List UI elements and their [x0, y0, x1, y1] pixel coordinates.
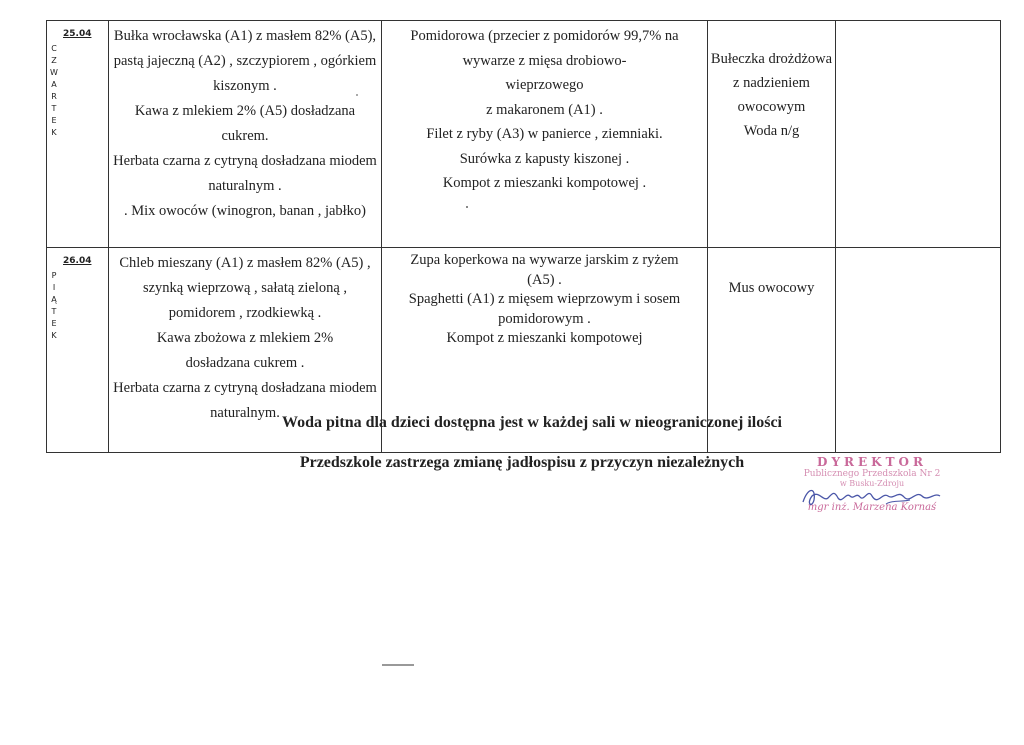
stamp-line: w Busku-Zdroju [839, 479, 905, 488]
lunch-line: Zupa koperkowa na wywarze jarskim z ryżem [410, 252, 679, 268]
breakfast-line: pomidorem , rzodkiewką . [168, 305, 322, 321]
breakfast-cell [109, 21, 382, 248]
breakfast-line: szynką wieprzową , sałatą zieloną , [142, 280, 348, 296]
breakfast-line: Bułka wrocławska (A1) z masłem 82% (A5), [113, 28, 377, 44]
day-name-letter: T [51, 104, 57, 113]
snack-line: Bułeczka drożdżowa [710, 51, 833, 67]
stamp-title: DYREKTOR [817, 455, 927, 469]
empty-cell [836, 21, 1001, 248]
breakfast-line: Chleb mieszany (A1) z masłem 82% (A5) , [119, 255, 371, 271]
lunch-cell [382, 21, 708, 248]
menu-change-note: Przedszkole zastrzega zmianę jadłospisu z przyczyn niezależnych [299, 454, 745, 471]
day-name-letter: A [51, 80, 57, 89]
lunch-line: pomidorowym . [498, 310, 591, 327]
day-cell-thursday [47, 21, 109, 248]
stamp-name: mgr inż. Marzena Kornaś [807, 502, 937, 513]
day-name-letter: Ą [51, 295, 57, 304]
scan-speck [466, 206, 468, 208]
lunch-line: z makaronem (A1) . [486, 101, 603, 118]
signature-image [798, 482, 948, 512]
lunch-line: (A5) . [527, 271, 562, 288]
lunch-line: Kompot z mieszanki kompotowej . [442, 175, 647, 191]
breakfast-line: dosładzana cukrem . [185, 355, 305, 371]
day-name-letter: E [51, 116, 57, 125]
day-name-letter: P [51, 271, 57, 280]
snack-line: owocowym [737, 99, 806, 115]
snack-cell [708, 21, 836, 248]
lunch-line: Surówka z kapusty kiszonej . [459, 150, 630, 167]
day-name-letter: W [50, 68, 58, 77]
breakfast-line: Herbata czarna z cytryną dosładzana miodem [113, 153, 377, 169]
lunch-line: Spaghetti (A1) z mięsem wieprzowym i sosem [408, 291, 681, 307]
breakfast-line: naturalnym. [210, 405, 280, 421]
snack-line: z nadzieniem [733, 75, 810, 91]
day-name-letter: E [51, 319, 57, 328]
breakfast-line: Kawa zbożowa z mlekiem 2% [156, 330, 334, 346]
table-row [47, 21, 1001, 248]
lunch-line: Pomidorowa (przecier z pomidorów 99,7% na [410, 28, 679, 44]
day-name-letter: K [51, 128, 57, 137]
lunch-line: Kompot z mieszanki kompotowej [446, 330, 643, 346]
snack-line: Woda n/g [743, 123, 800, 139]
day-name-letter: R [51, 92, 57, 101]
scan-speck [382, 664, 414, 666]
scan-speck [356, 94, 358, 96]
day-date: 25.04 [63, 29, 92, 39]
day-name-letter: Z [51, 56, 57, 65]
breakfast-line: . Mix owoców (winogron, banan , jabłko) [123, 203, 367, 219]
breakfast-line: kiszonym . [213, 78, 277, 94]
breakfast-line: cukrem. [221, 128, 269, 144]
breakfast-line: naturalnym . [208, 178, 282, 194]
day-name-vertical [50, 270, 58, 342]
breakfast-line: Herbata czarna z cytryną dosładzana miodem [113, 380, 377, 396]
snack-line: Mus owocowy [728, 280, 815, 296]
day-name-vertical [50, 43, 58, 139]
day-name-letter: K [51, 331, 57, 340]
day-date: 26.04 [63, 256, 92, 266]
lunch-line: wieprzowego [505, 77, 584, 93]
lunch-line: Filet z ryby (A3) w panierce , ziemniaki. [426, 126, 663, 142]
breakfast-line: Kawa z mlekiem 2% (A5) dosładzana [134, 103, 356, 119]
breakfast-line: pastą jajeczną (A2) , szczypiorem , ogórkiem [113, 53, 377, 69]
day-name-letter: T [51, 307, 57, 316]
day-name-letter: I [52, 283, 56, 292]
day-name-letter: C [51, 44, 57, 53]
water-note: Woda pitna dla dzieci dostępna jest w każdej sali w nieograniczonej ilości [282, 414, 782, 431]
lunch-line: wywarze z mięsa drobiowo- [462, 52, 627, 69]
menu-table [46, 20, 1001, 453]
stamp-line: Publicznego Przedszkola Nr 2 [803, 469, 941, 479]
